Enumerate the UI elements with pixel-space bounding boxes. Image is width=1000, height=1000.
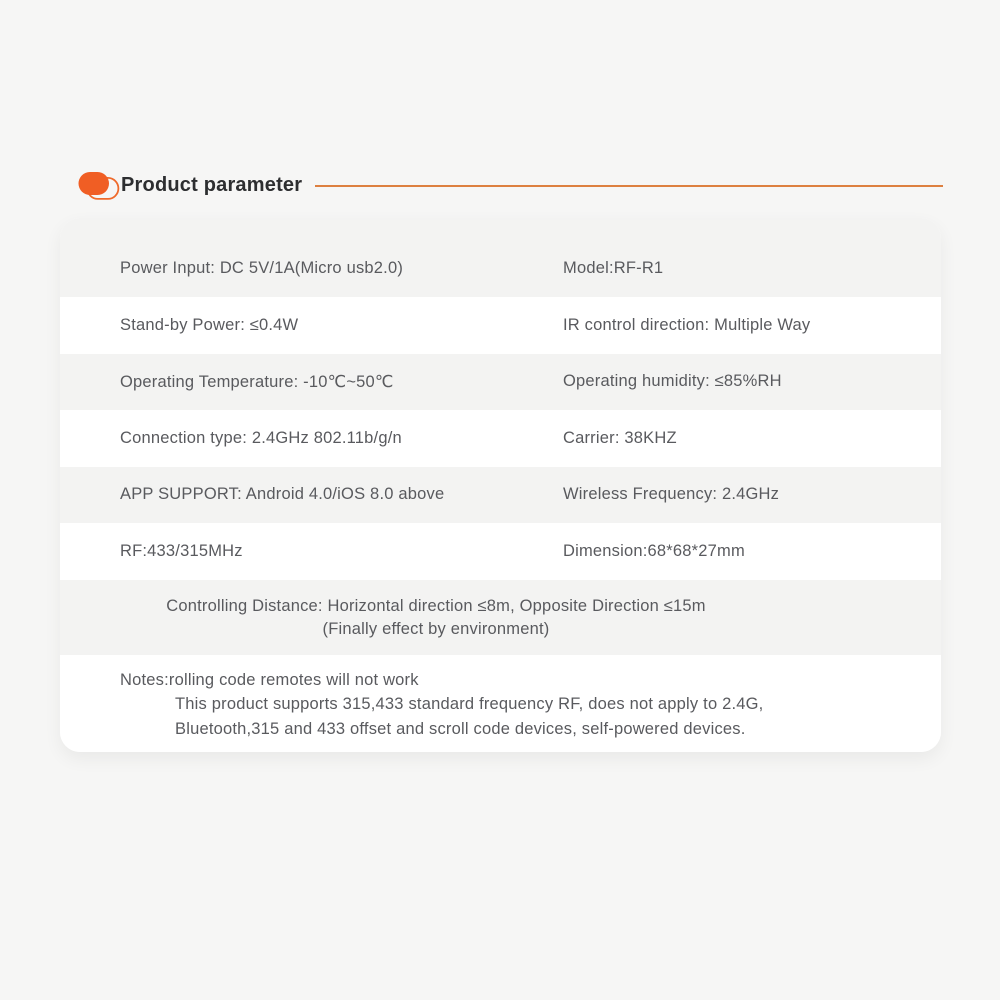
table-row	[60, 218, 941, 297]
controlling-distance-line2: (Finally effect by environment)	[322, 620, 550, 638]
spec-wireless-frequency: Wireless Frequency: 2.4GHz	[563, 485, 780, 504]
controlling-distance-line1: Controlling Distance: Horizontal direction ≤8m, Opposite Direction ≤15m	[166, 596, 706, 615]
spec-power-input: Power Input: DC 5V/1A(Micro usb2.0)	[120, 258, 404, 277]
spec-connection-type: Connection type: 2.4GHz 802.11b/g/n	[120, 428, 402, 447]
spec-model: Model:RF-R1	[563, 258, 664, 277]
table-row	[60, 354, 941, 411]
spec-operating-temperature: Operating Temperature: -10℃~50℃	[120, 372, 394, 391]
table-row	[60, 297, 941, 354]
page-title: Product parameter	[121, 173, 303, 196]
notes-line3: Bluetooth,315 and 433 offset and scroll code devices, self-powered devices.	[175, 719, 746, 738]
spec-rf: RF:433/315MHz	[120, 541, 243, 560]
notes-line2: This product supports 315,433 standard frequency RF, does not apply to 2.4G,	[175, 695, 764, 713]
table-row	[60, 410, 941, 467]
notes-line1: Notes:rolling code remotes will not work	[120, 670, 419, 689]
table-row	[60, 467, 941, 524]
spec-card	[60, 218, 941, 752]
header-divider-line	[315, 185, 943, 187]
table-row	[60, 523, 941, 580]
spec-operating-humidity: Operating humidity: ≤85%RH	[563, 372, 782, 391]
spec-dimension: Dimension:68*68*27mm	[563, 541, 745, 560]
spec-ir-direction: IR control direction: Multiple Way	[563, 315, 811, 334]
double-pill-icon	[78, 170, 120, 200]
spec-carrier: Carrier: 38KHZ	[563, 428, 677, 447]
spec-standby-power: Stand-by Power: ≤0.4W	[120, 315, 299, 334]
section-header	[78, 170, 943, 200]
table-row-notes	[60, 655, 941, 753]
spec-app-support: APP SUPPORT: Android 4.0/iOS 8.0 above	[120, 485, 445, 504]
table-row-controlling-distance	[60, 580, 941, 655]
